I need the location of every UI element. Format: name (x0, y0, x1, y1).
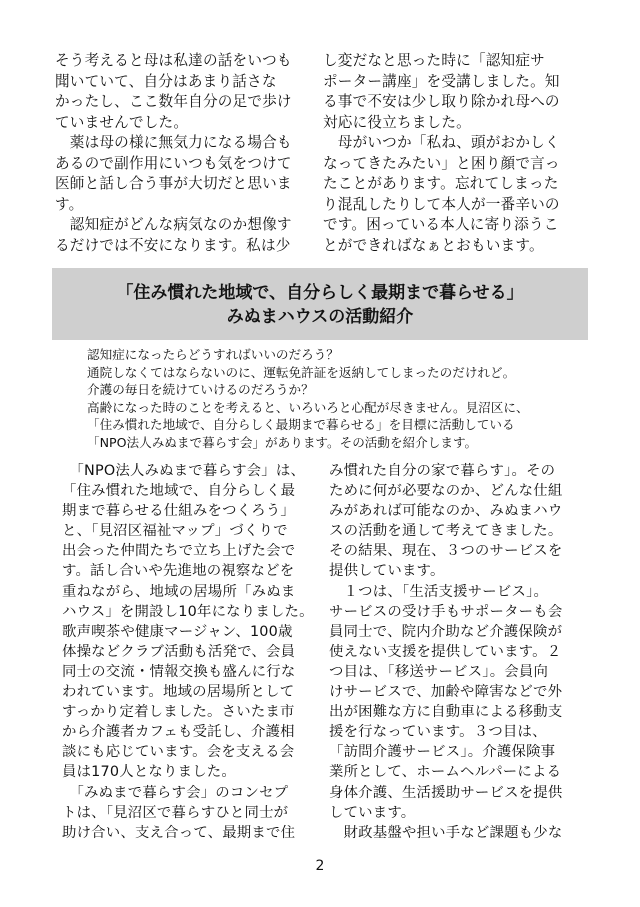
section-banner (52, 268, 588, 340)
text-line: す。話し合いや先進地の視察などを (62, 563, 295, 580)
text-line: 「住み慣れた地域で、自分らしく最 (62, 483, 296, 500)
section-title: 「住み慣れた地域で、自分らしく最期まで暮らせる」 (116, 283, 524, 303)
text-line: スの活動を通して考えてきました。 (329, 523, 563, 540)
text-line: 「みぬまで暮らす会」のコンセプ (62, 784, 289, 801)
article-column-bottom-right (329, 461, 591, 843)
text-line: ポーター講座」を受講しました。知 (323, 72, 560, 90)
text-line: なってきたみたい」と困り顔で言っ (323, 154, 560, 172)
text-line: 歌声喫茶や健康マージャン、100歳 (62, 623, 293, 640)
text-line: 「NPO法人みぬまで暮らす会」があります。その活動を紹介します。 (87, 434, 478, 450)
text-line: 体操などクラブ活動も活発で、会員 (62, 643, 296, 660)
text-line: あるので副作用にいつも気をつけて (55, 154, 292, 172)
text-line: です。困っている本人に寄り添うこ (323, 216, 559, 233)
text-line: み慣れた自分の家で暮らす」。その (329, 463, 556, 479)
text-line: し変だなと思った時に「認知症サ (323, 52, 545, 69)
text-line: 財政基盤や担い手など課題も少な (329, 824, 563, 841)
text-line: 通院しなくてはならないのに、運転免許証を返納してしまったのだけれど。 (87, 364, 516, 380)
text-line: 員同士で、院内介助など介護保険が (329, 623, 563, 640)
text-line: るだけでは不安になります。私は少 (55, 236, 291, 254)
text-line: 援を行なっています。３つ目は、 (329, 724, 547, 741)
article-column-bottom-left (62, 461, 322, 843)
text-line: す。 (55, 195, 84, 213)
text-line: 員は170人となりました。 (62, 764, 236, 781)
text-line: から介護者カフェも受託し、介護相 (62, 724, 295, 741)
intro-paragraph (87, 346, 567, 452)
text-line: ていませんでした。 (55, 113, 189, 131)
text-line: 身体介護、生活援助サービスを提供 (329, 784, 563, 801)
text-line: 医師と話し合う事が大切だと思いま (55, 175, 292, 192)
text-line: 「訪問介護サービス」。介護保険事 (329, 744, 556, 761)
text-line: 対応に役立ちました。 (323, 113, 471, 131)
text-line: トは、「見沼区で暮らすひと同士が (62, 804, 289, 821)
text-line: と、「見沼区福祉マップ」づくりで (62, 523, 288, 540)
text-line: 談にも応じています。会を支える会 (62, 744, 295, 761)
text-line: すっかり定着しました。さいたま市 (62, 704, 295, 721)
text-line: 出会った仲間たちで立ち上げた会で (62, 543, 296, 560)
article-column-top-left (55, 51, 310, 256)
text-line: つ目は、「移送サービス」。会員向 (329, 663, 549, 680)
text-line: その結果、現在、３つのサービスを (329, 543, 563, 560)
text-line: われています。地域の居場所として (62, 684, 295, 701)
page-number: 2 (315, 858, 325, 874)
text-line: 同士の交流・情報交換も盛んに行な (62, 663, 296, 680)
text-line: 助け合い、支え合って、最期まで住 (62, 824, 296, 841)
text-line: そう考えると母は私達の話をいつも (55, 52, 292, 69)
text-line: サービスの受け手もサポーターも会 (329, 603, 563, 620)
text-line: 介護の毎日を続けていけるのだろうか？ (87, 382, 314, 398)
text-line: 聞いていて、自分はあまり話さな (55, 72, 277, 90)
text-line: ために何が必要なのか、どんな仕組 (329, 483, 563, 500)
text-line: 認知症がどんな病気なのか想像す (55, 216, 292, 233)
text-line: ハウス」を開設し10年になりました。 (62, 603, 314, 620)
text-line: 「住み慣れた地域で、自分らしく最期まで暮らせる」を目標に活動している (87, 417, 515, 433)
text-line: 出が困難な方に自動車による移動支 (329, 704, 563, 721)
text-line: 業所として、ホームヘルパーによる (329, 764, 562, 781)
text-line: 母がいつか「私ね、頭がおかしく (323, 134, 560, 151)
text-line: １つは、「生活支援サービス」。 (329, 583, 549, 600)
text-line: 「NPO法人みぬまで暮らす会」は、 (62, 463, 306, 479)
text-line: みがあれば可能なのか、みぬまハウ (329, 503, 563, 520)
text-line: 認知症になったらどうすればいいのだろう？ (87, 347, 339, 362)
text-line: り混乱したりして本人が一番辛いの (323, 195, 560, 213)
text-line: る事で不安は少し取り除かれ母への (323, 93, 560, 110)
text-line: たことがあります。忘れてしまった (323, 175, 559, 192)
text-line: 重ねながら、地域の居場所「みぬま (62, 583, 296, 600)
text-line: 使えない支援を提供しています。２ (329, 643, 562, 660)
text-line: 薬は母の様に無気力になる場合も (55, 134, 292, 151)
article-column-top-right (323, 51, 588, 256)
text-line: 高齢になった時のことを考えると、いろいろと心配が尽きません。見沼区に、 (87, 399, 529, 415)
text-line: とができればなぁとおもいます。 (323, 236, 544, 254)
text-line: けサービスで、加齢や障害などで外 (329, 684, 563, 701)
text-line: かったし、ここ数年自分の足で歩け (55, 93, 292, 110)
text-line: 提供しています。 (329, 563, 445, 580)
text-line: 期まで暮らせる仕組みをつくろう」 (62, 503, 296, 520)
text-line: しています。 (329, 804, 416, 821)
section-subtitle: みぬまハウスの活動紹介 (226, 307, 414, 327)
